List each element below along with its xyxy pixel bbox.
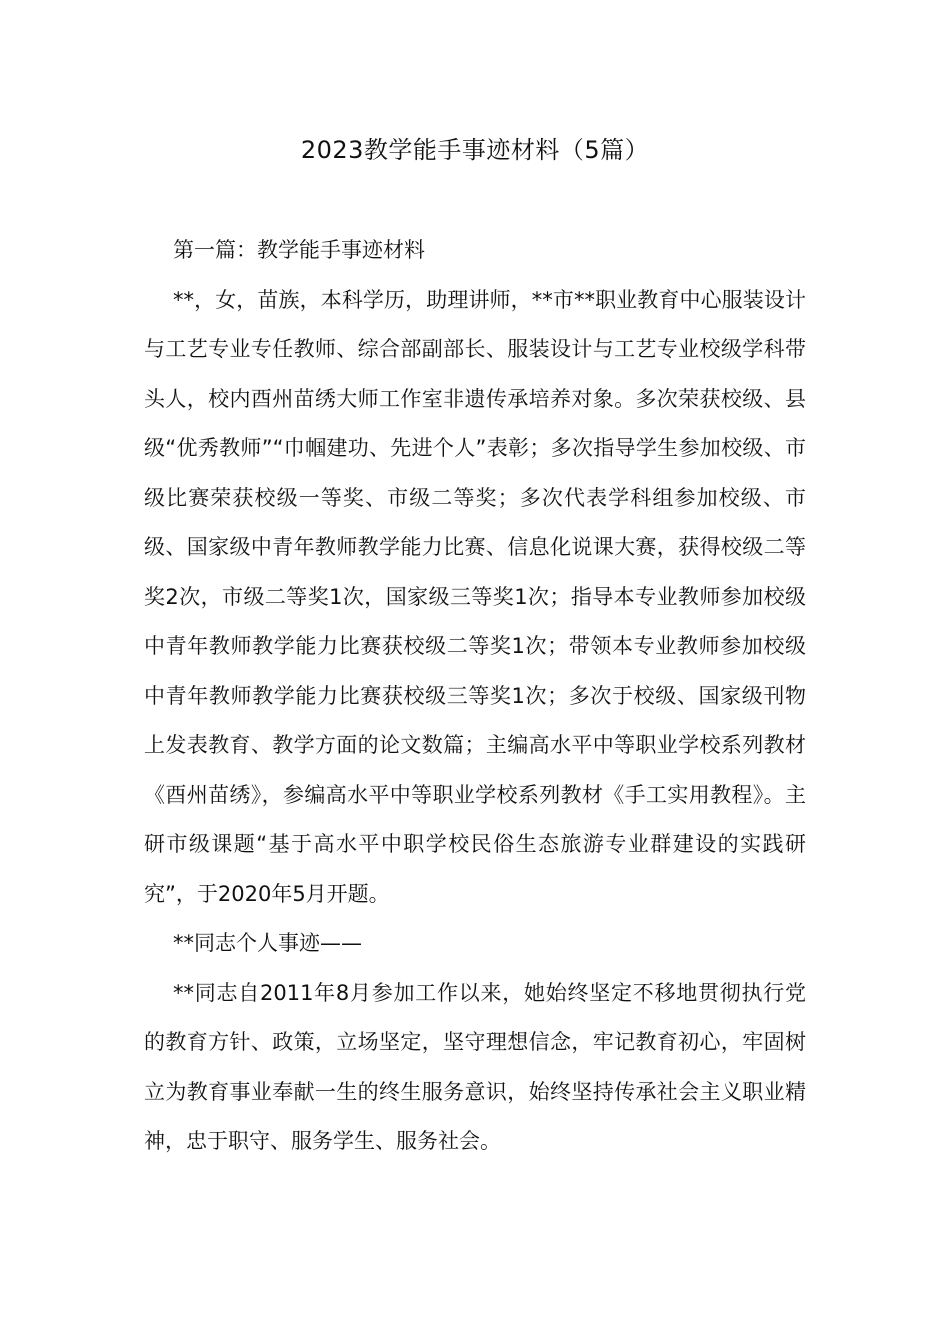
document-body <box>144 226 806 1167</box>
deeds-paragraph: **同志自2011年8月参加工作以来，她始终坚定不移地贯彻执行党的教育方针、政策，立场坚定，坚守理想信念，牢记教育初心，牢固树立为教育事业奉献一生的终生服务意识，始终坚持传承社会主义职业精神，忠于职守、服务学生、服务社会。 <box>144 980 806 1153</box>
subsection-heading: **同志个人事迹—— <box>173 931 362 955</box>
section-heading: 第一篇：教学能手事迹材料 <box>173 238 425 262</box>
profile-paragraph: **，女，苗族，本科学历，助理讲师，**市**职业教育中心服装设计与工艺专业专任教师、综合部副部长、服装设计与工艺专业校级学科带头人，校内酉州苗绣大师工作室非遗传承培养对象。多次荣获校级、县级“优秀教师”“巾帼建功、先进个人”表彰；多次指导学生参加校级、市级比赛荣获校级一等奖、市级二等奖；多次代表学科组参加校级、市级、国家级中青年教师教学能力比赛、信息化说课大赛，获得校级二等奖2次，市级二等奖1次，国家级三等奖1次；指导本专业教师参加校级中青年教师教学能力比赛获校级二等奖1次；带领本专业教师参加校级中青年教师教学能力比赛获校级三等奖1次；多次于校级、国家级刊物上发表教育、教学方面的论文数篇；主编高水平中等职业学校系列教材《酉州苗绣》，参编高水平中等职业学校系列教材《手工实用教程》。主研市级课题“基于高水平中职学校民俗生态旅游专业群建设的实践研究”，于2020年5月开题。 <box>144 287 806 906</box>
document-title: 2023教学能手事迹材料（5篇） <box>300 136 650 164</box>
